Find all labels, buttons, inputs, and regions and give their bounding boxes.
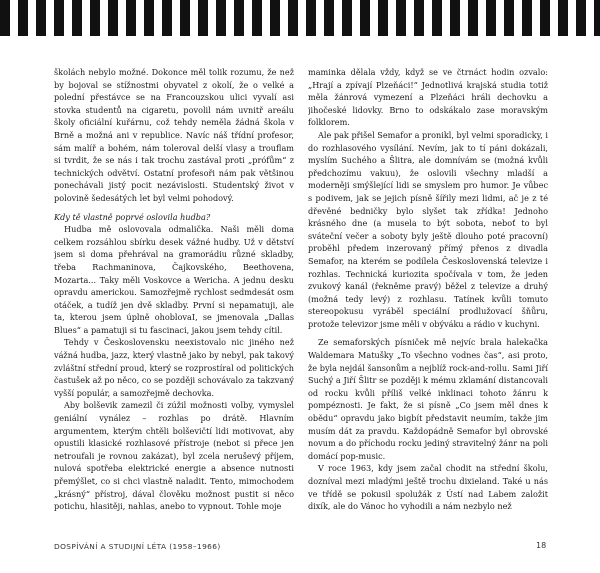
paragraph: Aby bolševik zamezil či zúžil možnosti volby, vymyslel geniální vynález – rozhlas po drátě. Hlavním argumentem, kterým chtěli bolševičtí lidi motivovat, aby opustili klasické rozhlasové přístroje (nebot si přece jen netroufali je rovnou zakázat), byl zcela neruševý příjem, nulová spotřeba elektrické energie a absence nutnosti přemýšlet, co si chci vlastně naladit. Tento, mimochodem „krásný“ přístroj, dával člověku možnost pustit si něco potichu, hlasitěji, nahlas, anebo to vypnout. Tohle moje	[54, 400, 294, 512]
paragraph: maminka dělala vždy, když se ve čtrnáct hodin ozvalo: „Hrají a zpívají Plzeňáci!“ Jednotlivá krajská studia totiž měla žánrová vymezení a Plzeňáci hráli dechovku a jihočeské lidovky. Brno to odskákalo zase moravským folklorem.	[308, 67, 548, 128]
paragraph: Tehdy v Československu neexistovalo nic jiného než vážná hudba, jazz, který vlastně jako by nebyl, pak takový zvláštní střední proud, který se rozprostíral od politických častušek až po něco, co se později schovávalo za takzvaný vyšší populár, a samozřejmě dechovka.	[54, 337, 294, 398]
paragraph: V roce 1963, kdy jsem začal chodit na střední školu, dozníval mezi mladými ještě trochu dixieland. Také u nás ve třídě se pokusil spolužák z Ústí nad Labem založit dixík, ale do Vánoc ho vyhodili a nám nezbylo než	[308, 463, 548, 512]
right-column	[308, 66, 548, 526]
paragraph: Ale pak přišel Semafor a pronikl, byl velmi sporadicky, i do rozhlasového vysílání. Nevím, jak to tí páni dokázali, myslím Suchého a Šlitra, ale domnívám se (možná kvůli předchozímu vakuu), že oslovili všechny mladší a moderněji smýšlející lidi se smyslem pro humor. Je vůbec s podivem, jak se jejich písně šířily mezi lidmi, ač je z té dřevěné bedničky bylo slyšet tak zřídka! Jednoho krásného dne (a musela to být sobota, neboť to byl sváteční večer a soboty byly ještě dlouho poté pracovní) proběhl předem inzerovaný přímý přenos z divadla Semafor, na kterém se podílela Československá televize i rozhlas. Technická kuriozita spočívala v tom, že jeden zvukový kanál (řekněme pravý) běžel z televize a druhý (možná tedy levý) z rozhlasu. Tatínek kvůli tomuto stereopokusu vyráběl speciální prodlužovací šňůru, protože televizor jsme měli v obýváku a rádio v kuchyni.	[308, 129, 548, 329]
page-number: 18	[536, 541, 547, 550]
paragraph: Ze semaforských písniček mě nejvíc brala halekačka Waldemara Matušky „To všechno vodnes čas“, asi proto, že byla nejdál šansonům a nejblíž rock-and-rollu. Sami Jiří Suchý a Jiří Šlitr se později k mému zklamání distancovali od rocku kvůli příliš velké inklinaci tohoto žánru k pompéznosti. Je fakt, že si písně „Co jsem měl dnes k obědu“ opravdu jako bigbít představit neumím, takže jim musím dát za pravdu. Každopádně Semafor byl obrovské novum a do příchodu rocku jediný stravitelný žánr na poli domácí pop-music.	[308, 337, 548, 461]
paragraph: školách nebylo možné. Dokonce měl tolik rozumu, že než by bojoval se stížnostmi obyvatel z okolí, že o velké a polední přestávce se na Francouzskou ulici vyvalí asi stovka studentů na cigaretu, povolil nám uvnitř areálu školy oficiální kuřárnu, což tehdy neměla žádná škola v Brně a možná ani v republice. Navíc náš třídní profesor, sám malíř a bohém, nám toleroval delší vlasy a trouflam si tvrdit, že se nás i tak trochu zastával proti „prófům“ z technických odvětví. Ostatní profesoři nám pak většinou ponechávali jistý pocit nezávislosti. Studentský život v polovině šedesátých let byl velmi pohodový.	[54, 67, 294, 203]
text-columns	[54, 66, 548, 526]
running-footer-chapter: DOSPÍVÁNÍ A STUDIJNÍ LÉTA (1958–1966)	[54, 542, 221, 551]
interview-question: Kdy tě vlastně poprvé oslovila hudba?	[54, 211, 211, 222]
left-column	[54, 66, 294, 526]
paragraph: Hudba mě oslovovala odmalička. Naši měli doma celkem rozsáhlou sbírku desek vážné hudby. Už v dětství jsem si doma přehrával na gramorádiu různé skladby, třeba Rachmaninova, Čajkovského, Beethovena, Mozarta... Taky měli Voskovce a Wericha. A jednu desku opravdu americkou. Samozřejmě rychlost sedmdesát osm otáček, a tudíž jen dvě skladby. První si nepamatuji, ale ta, kterou jsem úplně ohoblovaI, se jmenovala „Dallas Blues“ a pamatuji si tu fascinaci, jakou jsem tehdy cítil.	[54, 224, 294, 335]
piano-keys-decoration	[0, 0, 600, 36]
